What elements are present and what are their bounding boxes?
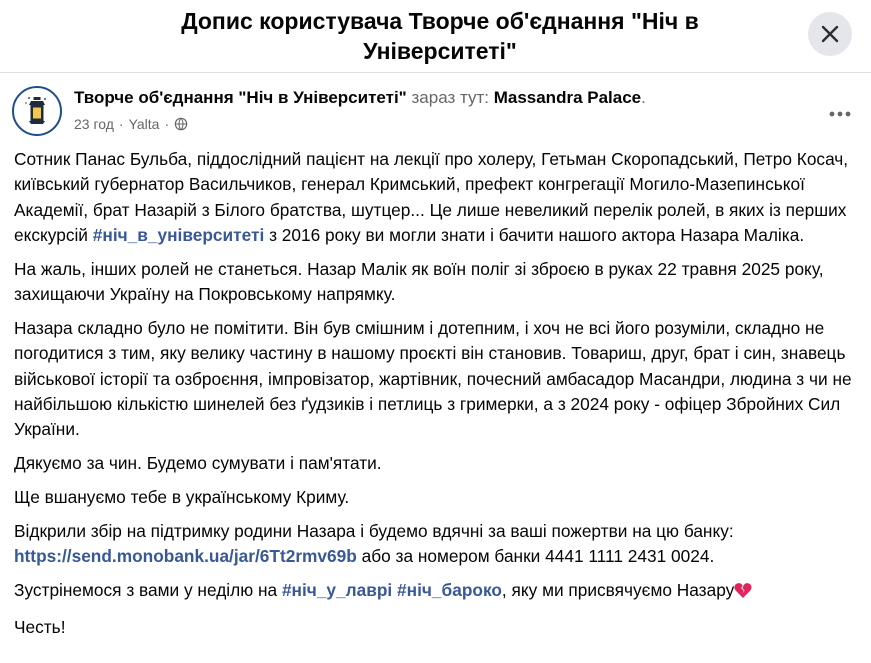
post-time[interactable]: 23 год — [74, 116, 114, 132]
post-paragraph: Честь! — [14, 616, 66, 637]
post-paragraph: Назара складно було не помітити. Він був смішним і дотепним, і хоч не всі його розуміли, складно не погодитися з тим, яку велику частину в нашому проєкті він становив. Товариш, друг, брат і син, знавець військової історії та озброєння, імпровізатор, жартівник, почесний амбасадор Масандри, людина з чи не найбільшою кількістю шинелей без ґудзиків і петлиць з гримерки, а з 2024 року - офіцер Збройних Сил України. — [14, 317, 852, 440]
location-prefix: зараз тут: — [411, 88, 489, 107]
meta-separator: · — [118, 116, 124, 132]
donation-link[interactable]: https://send.monobank.ua/jar/6Tt2rmv69b — [14, 546, 357, 567]
author-name[interactable]: Творче об'єднання "Ніч в Університеті" — [74, 88, 407, 107]
post-paragraph: Ще вшануємо тебе в українському Криму. — [14, 486, 350, 507]
page-avatar[interactable] — [12, 86, 62, 136]
close-button[interactable] — [808, 12, 852, 56]
hashtag-link[interactable]: #ніч_в_університеті — [92, 224, 265, 245]
post-meta — [74, 115, 188, 133]
broken-heart-icon — [734, 581, 752, 606]
post-paragraph — [14, 578, 859, 606]
post-paragraph — [14, 147, 859, 248]
paragraph-text: , яку ми присвячуємо Назару — [501, 580, 735, 601]
lantern-logo-icon — [14, 88, 60, 134]
modal-header — [0, 0, 871, 73]
meta-separator: · — [164, 116, 170, 132]
more-horizontal-icon — [828, 110, 852, 118]
globe-icon[interactable] — [174, 117, 188, 131]
post-place[interactable]: Yalta — [128, 116, 160, 132]
location-suffix: . — [641, 88, 646, 107]
post-header — [12, 86, 871, 138]
post-paragraph: Дякуємо за чин. Будемо сумувати і пам'ятати. — [14, 453, 382, 474]
paragraph-text: Сотник Панас Бульба, піддослідний пацієнт на лекції про холеру, Гетьман Скоропадський, Петро Косач, київський губернатор Васильчиков, генерал Кримський, префект конгрегації Могило-Мазепинської Академії, брат Назарій з Білого братства, шутцер... Це лише невеликий перелік ролей, в яких із перших екскурсій — [14, 149, 849, 245]
hashtag-link[interactable]: #ніч_бароко — [397, 580, 502, 601]
hashtag-link[interactable]: #ніч_у_лаврі — [281, 580, 393, 601]
author-line — [74, 87, 646, 109]
close-icon — [820, 24, 840, 44]
paragraph-text: Зустрінемося з вами у неділю на — [14, 580, 282, 601]
post-paragraph: На жаль, інших ролей не станеться. Назар Малік як воїн поліг зі зброєю в руках 22 травня 2025 року, захищаючи Україну на Покровському напрямку. — [14, 258, 824, 305]
more-options-button[interactable] — [822, 96, 858, 132]
location-name[interactable]: Massandra Palace — [493, 88, 642, 107]
post-body — [14, 147, 859, 649]
post-paragraph — [14, 519, 859, 570]
paragraph-text: або за номером банки 4441 1111 2431 0024. — [356, 546, 715, 567]
modal-title: Допис користувача Творче об'єднання "Ніч в Університеті" — [181, 8, 699, 64]
paragraph-text: Відкрили збір на підтримку родини Назара і будемо вдячні за ваші пожертви на цю банку: — [14, 520, 734, 541]
paragraph-text: з 2016 року ви могли знати і бачити нашого актора Назара Маліка. — [264, 224, 805, 245]
